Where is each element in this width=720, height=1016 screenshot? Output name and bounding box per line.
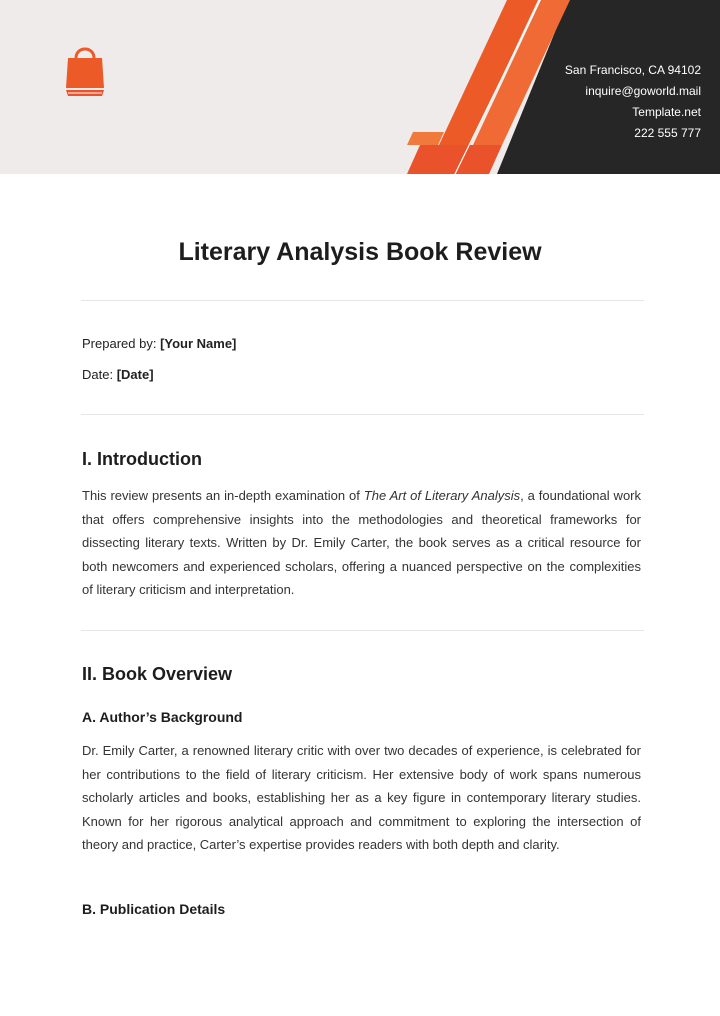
contact-address: San Francisco, CA 94102	[564, 63, 701, 77]
contact-website: Template.net	[632, 105, 701, 119]
orange-step-small	[407, 132, 444, 145]
prepared-by-value: [Your Name]	[160, 336, 237, 351]
orange-step-lower	[407, 145, 502, 174]
contact-phone: 222 555 777	[634, 126, 701, 140]
subheading-author-background: A. Author’s Background	[82, 709, 243, 725]
introduction-paragraph	[82, 484, 641, 602]
date-value: [Date]	[116, 367, 154, 382]
divider	[81, 300, 644, 301]
contact-block	[565, 60, 701, 144]
header-banner	[0, 0, 720, 174]
section-heading-introduction: I. Introduction	[82, 449, 202, 469]
intro-text-before: This review presents an in-depth examination of	[82, 488, 364, 503]
section-heading-book-overview: II. Book Overview	[82, 664, 233, 684]
prepared-by-label: Prepared by:	[82, 336, 157, 351]
document-title: Literary Analysis Book Review	[178, 238, 542, 266]
contact-email: inquire@goworld.mail	[585, 84, 701, 98]
shopping-bag-icon	[62, 44, 108, 100]
divider	[81, 414, 644, 415]
author-background-paragraph: Dr. Emily Carter, a renowned literary critic with over two decades of experience, is celebrated for her contributions to the field of literary criticism. Her extensive body of work spans numerous scholarly articles and books, establishing her as a key figure in contemporary literary studies. Known for her rigorous analytical approach and commitment to exploring the intersection of theory and practice, Carter’s expertise provides readers with both depth and clarity.	[82, 743, 641, 852]
date-label: Date:	[82, 367, 114, 382]
book-title: The Art of Literary Analysis	[363, 488, 521, 503]
date-line	[82, 367, 154, 382]
divider	[81, 630, 644, 631]
intro-text-after: , a foundational work that offers comprehensive insights into the methodologies and theoretical frameworks for dissecting literary texts. Written by Dr. Emily Carter, the book serves as a critical resource for both newcomers and experienced scholars, offering a nuanced perspective on the complexities of literary criticism and interpretation.	[82, 488, 642, 597]
prepared-by-line	[82, 336, 236, 351]
subheading-publication-details: B. Publication Details	[82, 901, 226, 917]
